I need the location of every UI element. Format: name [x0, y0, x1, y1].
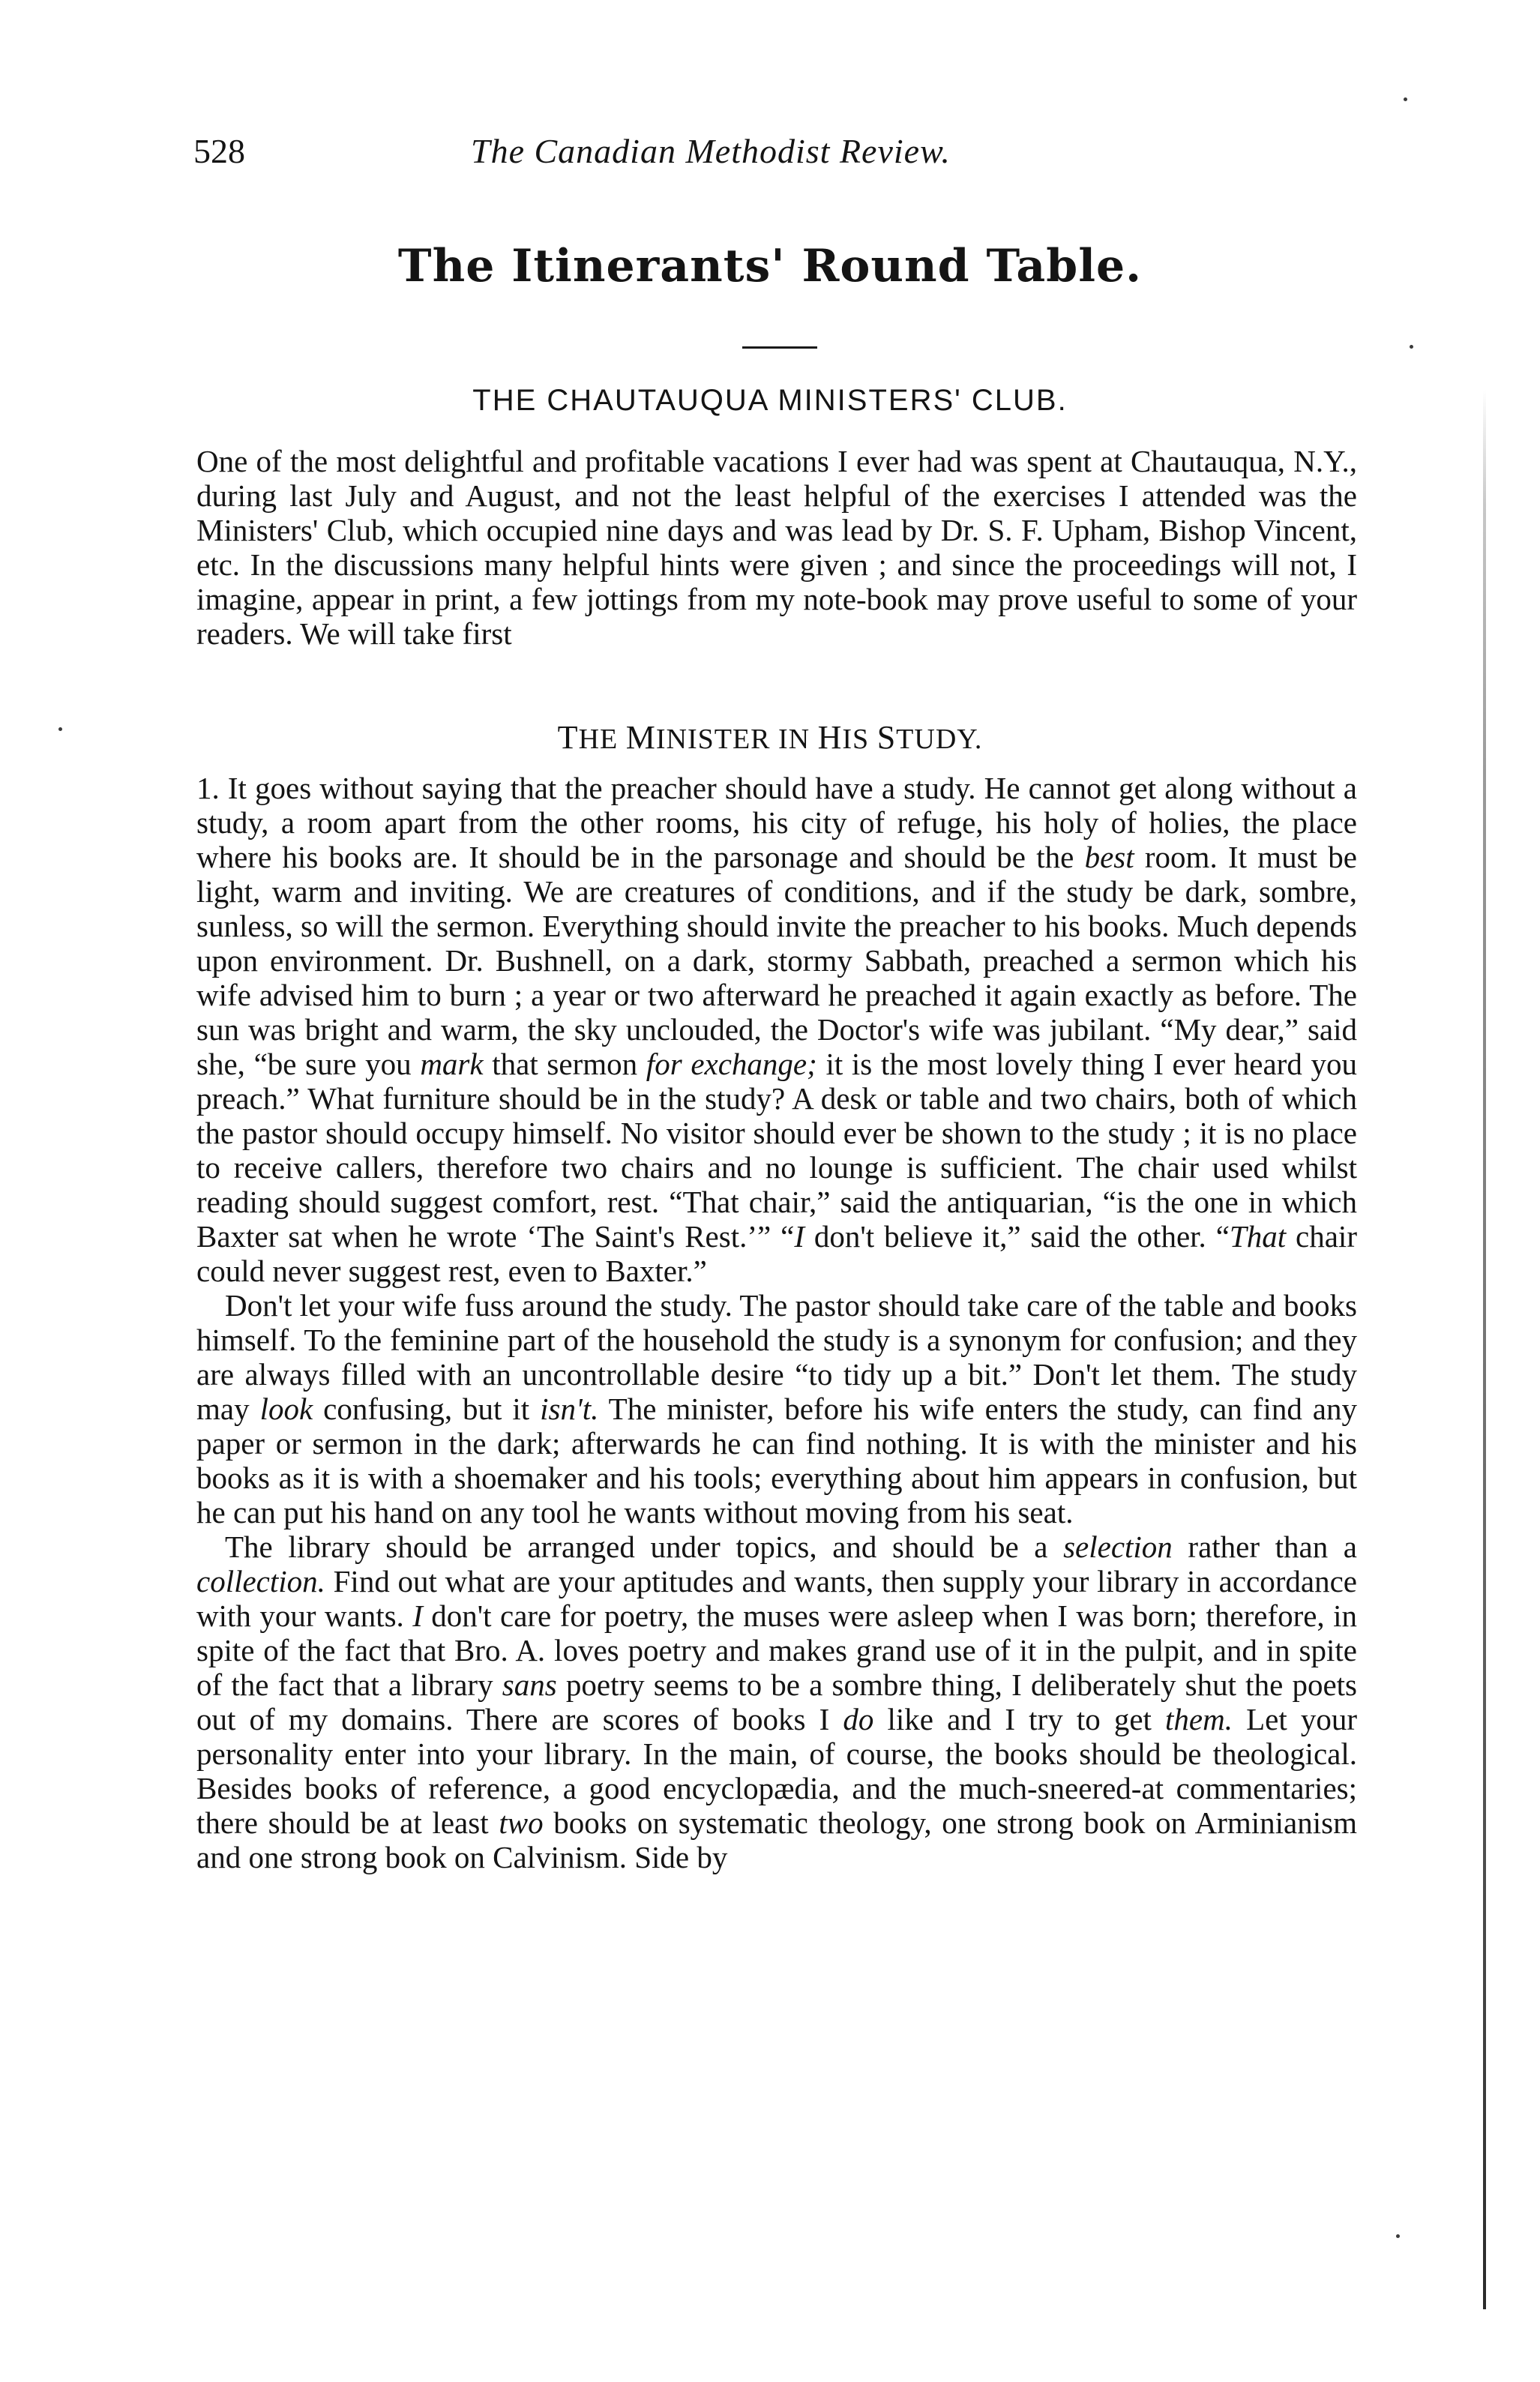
subheading-initial: S [876, 719, 897, 756]
paragraph-1 [196, 771, 1357, 1288]
paragraph-text: Let your personality enter into your library. In the main, of course, the books should be theological. Besides books of reference, a good encyclopædia, and the much-sneered-at commentaries; there should be at least [196, 1702, 1357, 1840]
italic-text: them. [1165, 1702, 1233, 1736]
section-title: The Itinerants' Round Table. [397, 240, 1143, 292]
running-head [193, 131, 1363, 184]
paragraph-text: don't believe it,” said the other. “ [804, 1219, 1230, 1254]
binding-edge-shadow [1483, 390, 1486, 2309]
intro-paragraph-block [196, 444, 1357, 651]
subheading-initial: T [557, 719, 579, 756]
italic-text: I [412, 1598, 423, 1633]
subheading-text: INISTER IN [655, 724, 818, 755]
paragraph-text: The library should be arranged under topics, and should be a [225, 1530, 1064, 1564]
paragraph-text: poetry seems to be a sombre thing, I deliberately shut the poets out of my domains. There are scores of books I [196, 1667, 1357, 1736]
body-text [196, 771, 1357, 1874]
paragraph-text: don't care for poetry, the muses were asleep when I was born; therefore, in spite of the fact that Bro. A. loves poetry and makes grand use of it in the pulpit, and in spite of the fact that a library [196, 1598, 1357, 1702]
italic-text: sans [502, 1667, 557, 1702]
scan-speck [1396, 2234, 1400, 2238]
paragraph-2 [196, 1288, 1357, 1530]
paragraph-text: Don't let your wife fuss around the study. The pastor should take care of the table and books himself. To the feminine part of the household the study is a synonym for confusion; and they are always filled with an uncontrollable desire “to tidy up a bit.” Don't let them. The study may [196, 1288, 1357, 1426]
italic-text: look [259, 1392, 313, 1426]
scan-speck [1410, 345, 1413, 349]
scan-speck [58, 727, 62, 731]
italic-text: do [843, 1702, 874, 1736]
paragraph-text: like and I try to get [873, 1702, 1166, 1736]
intro-paragraph: One of the most delightful and profitable vacations I ever had was spent at Chautauqua, N.Y., during last July and August, and not the least helpful of the exercises I attended was the Ministers' Club, which occupied nine days and was lead by Dr. S. F. Upham, Bishop Vincent, etc. In the discussions many helpful hints were given ; and since the proceedings will not, I imagine, appear in print, a few jottings from my note-book may prove useful to some of your readers. We will take first [196, 444, 1357, 651]
paragraph-3 [196, 1530, 1357, 1874]
subheading-text: IS [842, 724, 877, 755]
subheading-initial: H [817, 719, 843, 756]
italic-text: for exchange; [646, 1047, 817, 1081]
paragraph-text: rather than a [1172, 1530, 1357, 1564]
paragraph-text: The minister, before his wife enters the study, can find any paper or sermon in the dark; afterwards he can find nothing. It is with the minister and his books as it is with a shoemaker and his tools; everything about him appears in confusion, but he can put his hand on any tool he wants without moving from his seat. [196, 1392, 1358, 1530]
italic-text: two [499, 1805, 544, 1840]
paragraph-text: confusing, but it [313, 1392, 541, 1426]
subheading-initial: M [625, 719, 656, 756]
paragraph-text: 1. It goes without saying that the preacher should have a study. He cannot get along without a study, a room apart from the other rooms, his city of refuge, his holy of holies, the place where his books are. It should be in the parsonage and should be the [196, 771, 1357, 874]
article-heading: THE CHAUTAUQUA MINISTERS' CLUB. [472, 384, 1068, 417]
journal-title: The Canadian Methodist Review. [471, 132, 951, 170]
paragraph-text: books on systematic theology, one strong book on Arminianism and one strong book on Calvinism. Side by [196, 1805, 1357, 1874]
subheading-text: HE [578, 724, 626, 755]
page-number: 528 [193, 132, 245, 170]
italic-text: isn't. [540, 1392, 599, 1426]
title-rule [742, 346, 817, 349]
subheading [0, 718, 1540, 757]
scan-speck [1404, 97, 1407, 101]
paragraph-text: room. It must be light, warm and inviting. We are creatures of conditions, and if the study be dark, sombre, sunless, so will the sermon. Everything should invite the preacher to his books. Much depends upon environment. Dr. Bushnell, on a dark, stormy Sabbath, preached a sermon which his wife advised him to burn ; a year or two afterward he preached it again exactly as before. The sun was bright and warm, the sky unclouded, the Doctor's wife was jubilant. “My dear,” said she, “be sure you [196, 840, 1357, 1081]
italic-text: I [794, 1219, 804, 1254]
paragraph-text: Find out what are your aptitudes and wants, then supply your library in accordance with your wants. [196, 1564, 1357, 1633]
subheading-text: TUDY. [896, 724, 983, 755]
paragraph-text: chair could never suggest rest, even to Baxter.” [196, 1219, 1357, 1288]
italic-text: mark [420, 1047, 484, 1081]
italic-text: selection [1063, 1530, 1173, 1564]
italic-text: best [1084, 840, 1134, 874]
paragraph-text: that sermon [483, 1047, 646, 1081]
italic-text: That [1229, 1219, 1287, 1254]
italic-text: collection. [196, 1564, 325, 1598]
paragraph-text: it is the most lovely thing I ever heard you preach.” What furniture should be in the study? A desk or table and two chairs, both of which the pastor should occupy himself. No visitor should ever be shown to the study ; it is no place to receive callers, therefore two chairs and no lounge is sufficient. The chair used whilst reading should suggest comfort, rest. “That chair,” said the antiquarian, “is the one in which Baxter sat when he wrote ‘The Saint's Rest.’” “ [196, 1047, 1357, 1254]
